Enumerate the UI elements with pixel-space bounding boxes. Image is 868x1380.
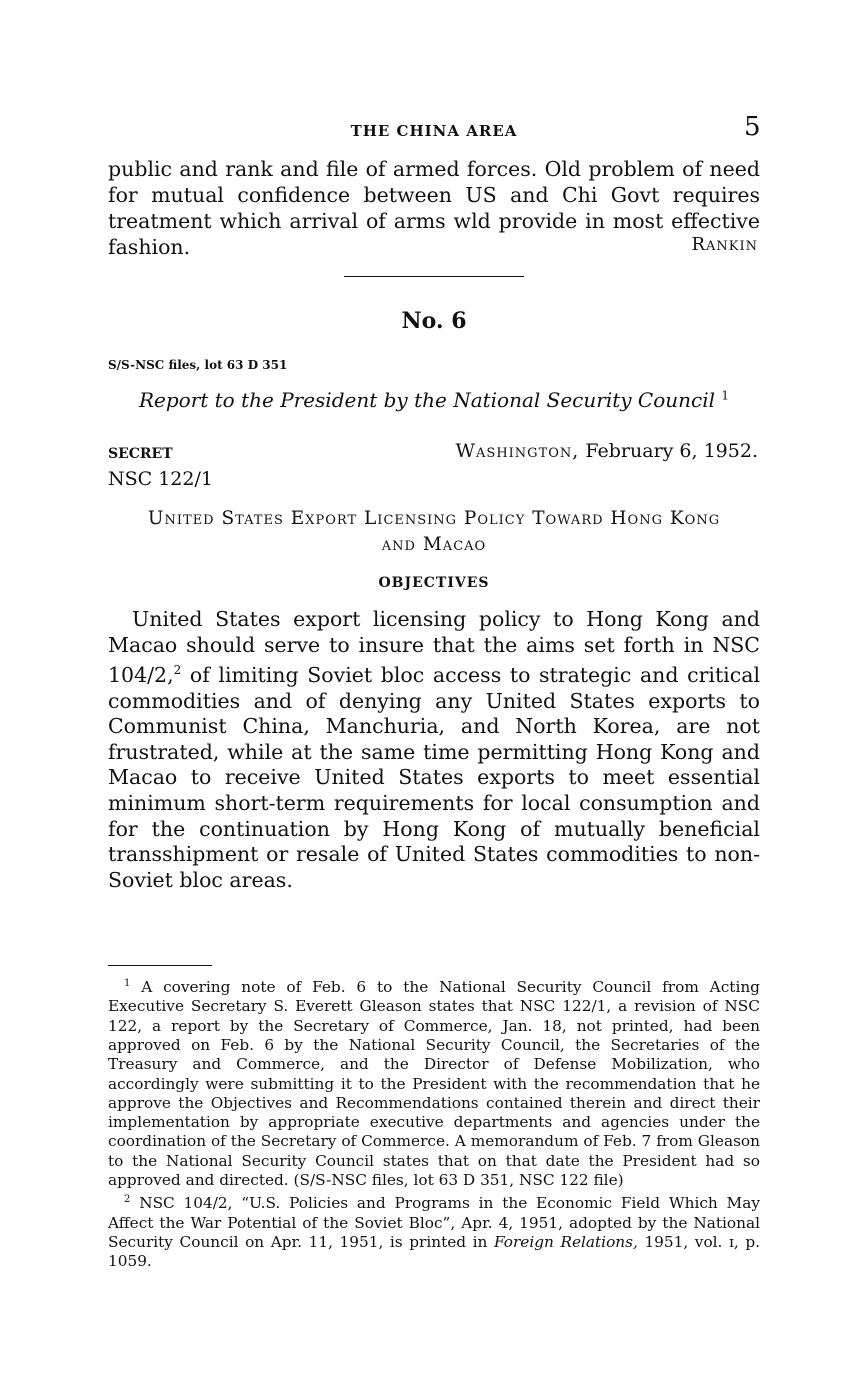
document-title xyxy=(0,388,868,412)
footnote-ref-2: 2 xyxy=(173,663,182,678)
place-date xyxy=(456,440,758,462)
classification-label: SECRET xyxy=(108,446,173,462)
page-number: 5 xyxy=(744,112,761,142)
footnote-2-marker: 2 xyxy=(124,1194,131,1206)
objectives-text-part-1: United States export licensing policy to Hong Kong and Macao should serve to insure that the aims set forth in NSC 104/2, xyxy=(108,607,760,688)
footnotes xyxy=(108,974,760,1272)
footnote-2 xyxy=(108,1190,760,1271)
report-heading-line-1: United States Export Licensing Policy Toward Hong Kong xyxy=(147,508,721,529)
footnote-divider xyxy=(108,965,212,966)
report-heading xyxy=(108,506,760,558)
carry-over-paragraph: public and rank and file of armed forces. Old problem of need for mutual confidence between US and Chi Govt requires treatment which arrival of arms wld provide in most effective fashion. xyxy=(108,157,760,259)
source-note: S/S-NSC files, lot 63 D 351 xyxy=(108,358,288,372)
section-divider xyxy=(344,276,524,277)
objectives-heading: OBJECTIVES xyxy=(378,575,490,591)
footnote-2-text: NSC 104/2, “U.S. Policies and Programs in the Economic Field Which May Affect the War Potential of the Soviet Bloc”, Apr. 4, 1951, adopted by the National Security Council on Apr. 11, 1951, is printed in xyxy=(108,1194,760,1252)
place: Washington, xyxy=(455,440,580,462)
document-title-text: Report to the President by the National Security Council xyxy=(138,388,716,412)
footnote-1-text: A covering note of Feb. 6 to the National Security Council from Acting Executive Secretary S. Everett Gleason states that NSC 122/1, a revision of NSC 122, a report by the Secretary of Commerce, Jan. 18, not printed, had been approved on Feb. 6 by the National Security Council, the Secretaries of the Treasury and Commerce, and the Director of Defense Mobilization, who accordingly were submitting it to the President with the recommendation that he approve the Objectives and Recommendations contained therein and direct their implementation by appropriate executive departments and agencies under the coordination of the Secretary of Commerce. A memorandum of Feb. 7 from Gleason to the National Security Council states that on that date the President had so approved and directed. (S/S-NSC files, lot 63 D 351, NSC 122 file) xyxy=(108,978,760,1190)
footnote-2-italic-title: Foreign Relations, xyxy=(493,1233,638,1252)
footnote-1-marker: 1 xyxy=(124,978,131,989)
date: February 6, 1952. xyxy=(585,440,758,462)
signature: Rankin xyxy=(691,234,758,255)
document-number: No. 6 xyxy=(401,308,467,334)
objectives-paragraph xyxy=(108,607,760,893)
footnote-2-text-end: 1951, vol. ɪ, p. 1059. xyxy=(108,1233,760,1271)
footnote-ref-1: 1 xyxy=(721,388,730,403)
running-head: THE CHINA AREA xyxy=(350,122,518,140)
report-heading-line-2: and Macao xyxy=(381,534,487,555)
nsc-document-id: NSC 122/1 xyxy=(108,468,213,490)
footnote-1 xyxy=(108,974,760,1190)
objectives-text-part-2: of limiting Soviet bloc access to strategic and critical commodities and of denying any United States exports to Communist China, Manchuria, and North Korea, are not frustrated, while at the same time permitting Hong Kong and Macao to receive United States exports to meet essential minimum short-term requirements for local consumption and for the continuation by Hong Kong of mutually beneficial transshipment or resale of United States commodities to non-Soviet bloc areas. xyxy=(108,663,760,892)
